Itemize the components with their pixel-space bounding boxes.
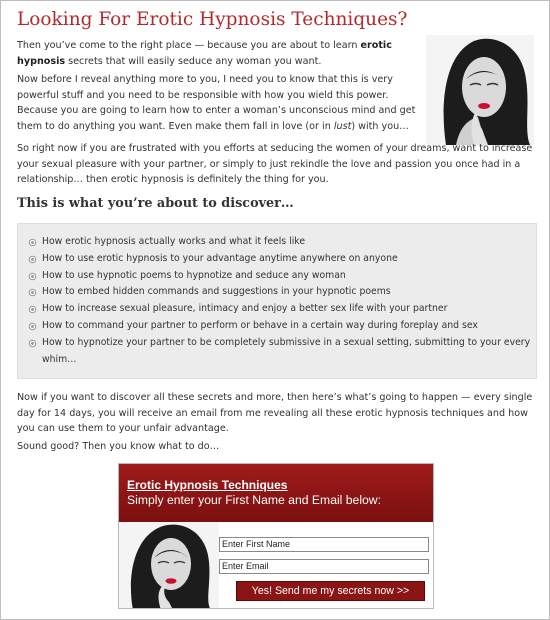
intro-bold-text: erotic hypnosis — [17, 40, 392, 67]
feature-item — [28, 251, 536, 268]
intro-italic-text: lust — [333, 120, 352, 132]
first-name-field[interactable]: Enter First Name — [219, 537, 429, 552]
closing-paragraph: Now if you want to discover all these secrets and more, then here’s what’s going to happen — every single day for 14 days, you will receive an email from me revealing all these erotic hypnosis techniques and how you can use them to your unfair advantage. — [17, 392, 533, 434]
intro-text: secrets that will easily seduce any woman you want. — [65, 55, 322, 67]
feature-item — [28, 318, 536, 335]
optin-form — [118, 463, 434, 609]
circle-bullet-icon — [28, 272, 37, 281]
optin-title: Erotic Hypnosis Techniques — [127, 478, 288, 492]
optin-header — [119, 464, 433, 522]
optin-portrait-image — [119, 522, 219, 609]
feature-item — [28, 335, 536, 369]
circle-bullet-icon — [28, 288, 37, 297]
circle-bullet-icon — [28, 339, 37, 348]
feature-text: How to use hypnotic poems to hypnotize and seduce any woman — [42, 269, 346, 281]
page-headline: Looking For Erotic Hypnosis Techniques? — [17, 9, 408, 30]
optin-subtitle: Simply enter your First Name and Email below: — [127, 493, 381, 507]
feature-item — [28, 268, 536, 285]
feature-text: How to hypnotize your partner to be completely submissive in a sexual setting, submitting to your every whim… — [42, 336, 531, 365]
feature-text: How to command your partner to perform or behave in a certain way during foreplay and sex — [42, 319, 478, 331]
circle-bullet-icon — [28, 305, 37, 314]
feature-item — [28, 284, 536, 301]
send-secrets-button[interactable]: Yes! Send me my secrets now >> — [236, 581, 425, 601]
call-to-action-text: Sound good? Then you know what to do… — [17, 441, 220, 452]
woman-portrait-image — [426, 35, 534, 145]
feature-text: How to increase sexual pleasure, intimacy and enjoy a better sex life with your partner — [42, 303, 448, 315]
intro-text: Then you’ve come to the right place — because you are about to learn — [17, 40, 361, 51]
intro-text: Now before I reveal anything more to you, I need you to know that this is very powerful stuff and you need to be responsible with how you wield this power. Because you are going to learn how to enter a woman’s unconscious mind and get them to do anything you want. Even make them fall in love (or in — [17, 74, 416, 132]
intro-paragraph-1 — [17, 38, 417, 69]
feature-item — [28, 234, 536, 251]
intro-paragraph-2 — [17, 72, 421, 134]
circle-bullet-icon — [28, 255, 37, 264]
discover-heading: This is what you’re about to discover… — [17, 196, 294, 211]
email-field[interactable]: Enter Email — [219, 559, 429, 574]
feature-text: How erotic hypnosis actually works and what it feels like — [42, 236, 306, 247]
circle-bullet-icon — [28, 322, 37, 331]
feature-text: How to embed hidden commands and suggestions in your hypnotic poems — [42, 286, 391, 298]
feature-list — [18, 224, 536, 368]
circle-bullet-icon — [28, 238, 37, 247]
feature-list-box — [17, 223, 537, 379]
intro-text: ) with you… — [351, 120, 409, 132]
feature-item — [28, 301, 536, 318]
feature-text: How to use erotic hypnosis to your advantage anytime anywhere on anyone — [42, 252, 398, 264]
intro-paragraph-3: So right now if you are frustrated with you efforts at seducing the women of your dreams, want to increase your sexual pleasure with your partner, or simply to just rekindle the love and passion you once had in a relationship… then erotic hypnosis is definitely the thing for you. — [17, 143, 533, 185]
